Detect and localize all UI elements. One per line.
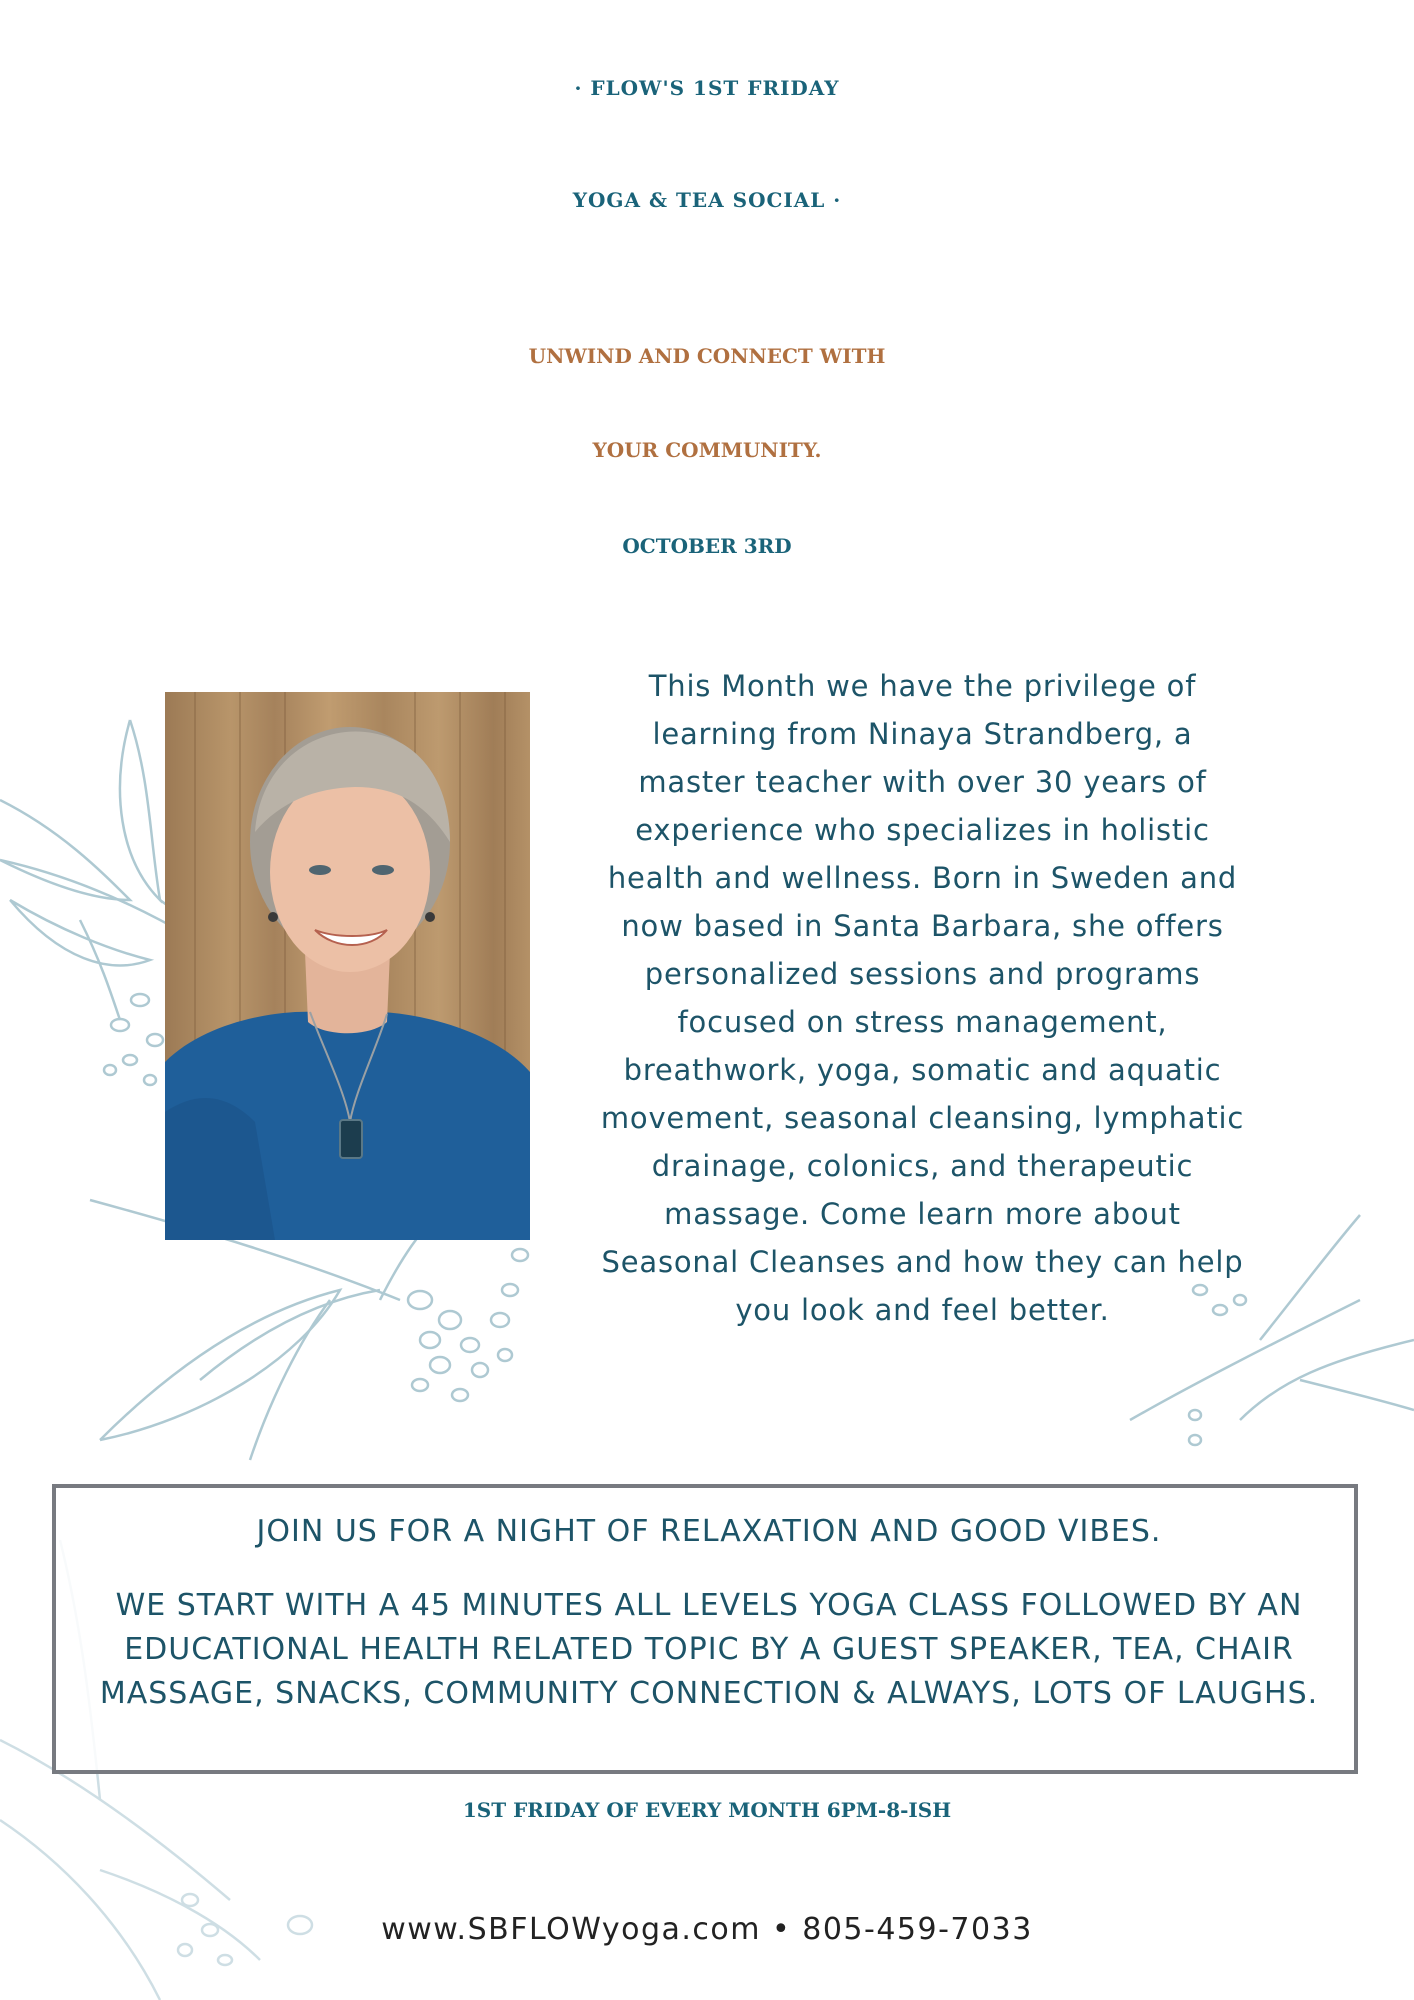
title-line-2: YOGA & TEA SOCIAL · — [572, 188, 842, 212]
contact-info[interactable]: www.SBFLOWyoga.com • 805-459-7033 — [381, 1912, 1033, 1947]
event-date: OCTOBER 3RD — [622, 534, 792, 558]
speaker-photo — [165, 692, 530, 1240]
speaker-portrait-illustration — [165, 692, 530, 1240]
info-headline: JOIN US FOR A NIGHT OF RELAXATION AND GOOD VIBES. — [256, 1514, 1162, 1549]
subtitle-line-2: YOUR COMMUNITY. — [592, 438, 822, 462]
info-description: WE START WITH A 45 MINUTES ALL LEVELS YOGA CLASS FOLLOWED BY AN EDUCATIONAL HEALTH RELATED TOPIC BY A GUEST SPEAKER, TEA, CHAIR MASSAGE, SNACKS, COMMUNITY CONNECTION & ALWAYS, LOTS OF LAUGHS. — [99, 1588, 1319, 1711]
subtitle-line-1: UNWIND AND CONNECT WITH — [528, 344, 886, 368]
title-line-1: · FLOW'S 1ST FRIDAY — [574, 76, 840, 100]
event-details-box — [52, 1484, 1358, 1774]
event-schedule: 1ST FRIDAY OF EVERY MONTH 6PM-8-ISH — [462, 1798, 952, 1822]
speaker-bio: This Month we have the privilege of learning from Ninaya Strandberg, a master teacher with over 30 years of experience who specializes in holistic health and wellness. Born in Sweden and now based in Santa Barbara, she offers personalized sessions and programs focused on stress management, breathwork, yoga, somatic and aquatic movement, seasonal cleansing, lymphatic drainage, colonics, and therapeutic massage. Come learn more about Seasonal Cleanses and how they can help you look and feel better. — [600, 669, 1245, 1327]
